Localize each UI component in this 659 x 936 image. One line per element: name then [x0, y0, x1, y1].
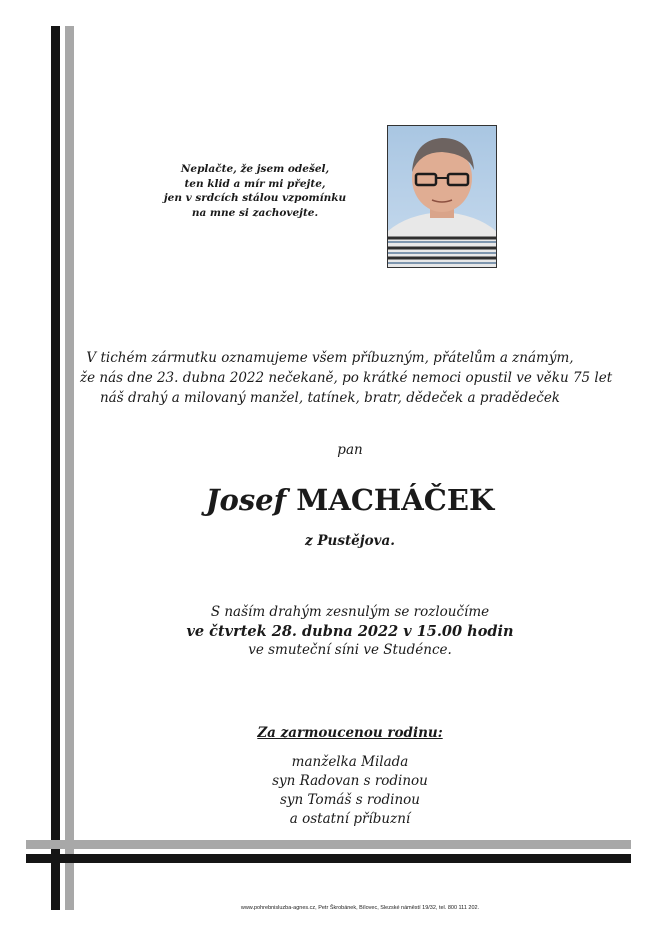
- funeral-details: [150, 603, 550, 660]
- announcement-line: V tichém zármutku oznamujeme všem příbuzným, přátelům a známým,: [86, 350, 574, 366]
- funeral-location: ve smuteční síni ve Studénce.: [248, 642, 452, 658]
- family-member: syn Tomáš s rodinou: [280, 792, 420, 808]
- frame-vertical-black-bar: [51, 26, 60, 910]
- first-name: Josef: [205, 483, 287, 517]
- portrait-illustration: [388, 126, 496, 267]
- salutation: pan: [337, 442, 363, 458]
- verse-line: na mne si zachovejte.: [191, 206, 319, 219]
- verse-line: Neplačte, že jsem odešel,: [180, 163, 330, 175]
- family-member: syn Radovan s rodinou: [272, 773, 428, 789]
- verse-line: ten klid a mír mi přejte,: [184, 177, 326, 190]
- funeral-service-footer: www.pohrebnisluzba-agnes.cz, Petr Škrobánek, Bílovec, Slezské náměstí 19/32, tel. 800 111 202.: [240, 905, 480, 911]
- verse-line: jen v srdcích stálou vzpomínku: [163, 192, 347, 204]
- funeral-date-time: ve čtvrtek 28. dubna 2022 v 15.00 hodin: [186, 623, 514, 640]
- announcement-line: náš drahý a milovaný manžel, tatínek, bratr, dědeček a pradědeček: [99, 390, 560, 406]
- memorial-verse: [150, 162, 360, 220]
- family-member: manželka Milada: [291, 754, 409, 770]
- frame-horizontal-grey-bar: [26, 840, 631, 849]
- frame-vertical-grey-bar: [65, 26, 74, 910]
- place-of-origin: z Pustějova.: [305, 533, 395, 549]
- funeral-intro: S naším drahým zesnulým se rozloučíme: [210, 604, 490, 620]
- family-list: [200, 753, 500, 829]
- frame-horizontal-black-bar: [26, 854, 631, 863]
- deceased-name: [150, 480, 550, 520]
- family-heading: Za zarmoucenou rodinu:: [257, 725, 443, 741]
- family-member: a ostatní příbuzní: [289, 811, 411, 827]
- announcement-line: že nás dne 23. dubna 2022 nečekaně, po krátké nemoci opustil ve věku 75 let: [80, 370, 613, 386]
- last-name: MACHÁČEK: [296, 483, 495, 517]
- portrait-photo: [387, 125, 497, 268]
- announcement-text: [80, 348, 613, 408]
